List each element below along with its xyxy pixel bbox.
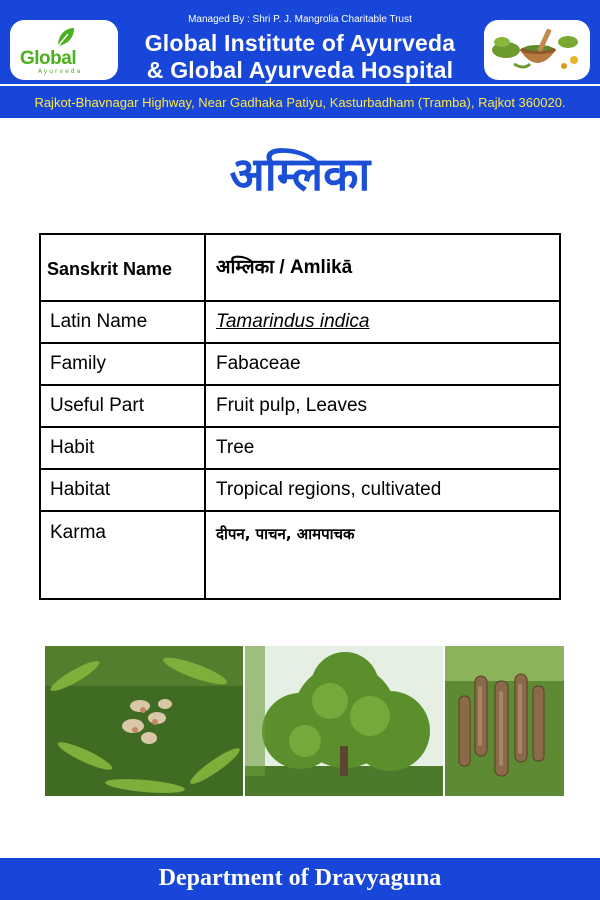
logo-text: Global bbox=[20, 48, 77, 69]
page-title: अम्लिका bbox=[229, 147, 371, 201]
habit-label: Habit bbox=[41, 428, 206, 468]
habitat-value: Tropical regions, cultivated bbox=[216, 479, 442, 500]
latin-name-value: Tamarindus indica bbox=[216, 311, 370, 332]
sanskrit-name-label: Sanskrit Name bbox=[41, 235, 206, 300]
managed-by-text: Managed By : Shri P. J. Mangrolia Charitable Trust bbox=[188, 14, 412, 25]
address-bar bbox=[0, 84, 600, 118]
footer-banner bbox=[0, 858, 600, 900]
family-value: Fabaceae bbox=[216, 353, 301, 374]
table-row-karma bbox=[41, 512, 559, 598]
hospital-name: & Global Ayurveda Hospital bbox=[146, 57, 454, 83]
institute-name: Global Institute of Ayurveda bbox=[144, 30, 456, 56]
table-row-sanskrit-name bbox=[41, 235, 559, 302]
tamarind-tree-photo bbox=[245, 646, 443, 796]
department-name: Department of Dravyaguna bbox=[158, 865, 442, 891]
family-label: Family bbox=[41, 344, 206, 384]
herb-info-table bbox=[39, 233, 561, 600]
table-row-habit bbox=[41, 428, 559, 470]
address-text: Rajkot-Bhavnagar Highway, Near Gadhaka Patiyu, Kasturbadham (Tramba), Rajkot 360020. bbox=[34, 95, 566, 110]
tamarind-leaves-photo bbox=[45, 646, 243, 796]
table-row-family bbox=[41, 344, 559, 386]
table-row-useful-part bbox=[41, 386, 559, 428]
karma-value: दीपन, पाचन, आमपाचक bbox=[216, 525, 355, 543]
useful-part-label: Useful Part bbox=[41, 386, 206, 426]
latin-name-label: Latin Name bbox=[41, 302, 206, 342]
tamarind-pods-photo bbox=[445, 646, 564, 796]
table-row-latin-name bbox=[41, 302, 559, 344]
karma-label: Karma bbox=[41, 512, 206, 598]
habitat-label: Habitat bbox=[41, 470, 206, 510]
habit-value: Tree bbox=[216, 437, 255, 458]
sanskrit-name-value: अम्लिका / Amlikā bbox=[216, 257, 353, 278]
herbs-mortar-image bbox=[484, 20, 590, 80]
table-row-habitat bbox=[41, 470, 559, 512]
logo-subtext: Ayurveda bbox=[38, 68, 83, 75]
useful-part-value: Fruit pulp, Leaves bbox=[216, 395, 368, 416]
header-banner bbox=[0, 0, 600, 84]
